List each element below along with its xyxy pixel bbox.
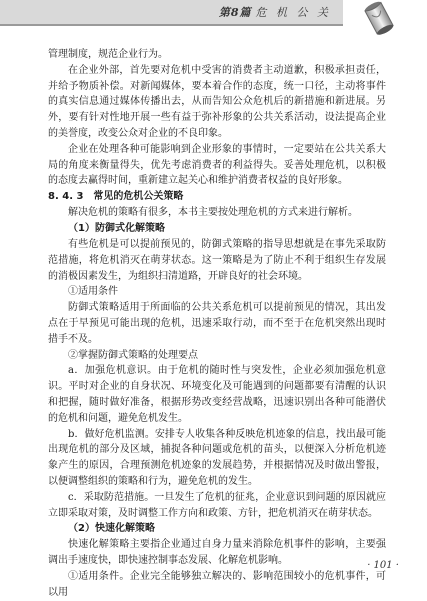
chapter-label: 第8篇 bbox=[218, 6, 252, 19]
paragraph: 解决危机的策略有很多，本书主要按处理危机的方式来进行解析。 bbox=[68, 207, 358, 219]
page-number: · 101 · bbox=[367, 560, 399, 571]
hourglass-bottle-icon bbox=[355, 0, 405, 40]
paragraph: 快速化解策略主要指企业通过自身力量来消除危机事件的影响，主要强调出手速度快，即快速控制事态发展、化解危机影响。 bbox=[48, 539, 386, 567]
paragraph: ②掌握防御式策略的处理要点 bbox=[68, 349, 198, 361]
paragraph: b．做好危机监测。安排专人收集各种反映危机迹象的信息，找出最可能出现危机的部分及区域，捕捉各种问题或危机的苗头，以便深入分析危机迹象产生的原因，合理预测危机迹象的发展趋势，并根据情况及时做出警报，以便调整组织的策略和行为，避免危机的发生。 bbox=[48, 428, 386, 487]
paragraph: 防御式策略适用于所面临的公共关系危机可以提前预见的情况，其出发点在于早预见可能出现的危机，迅速采取行动，而不至于在危机突然出现时措手不及。 bbox=[48, 302, 386, 345]
paragraph: 有些危机是可以提前预见的，防御式策略的指导思想就是在事先采取防范措施，将危机消灭在萌芽状态。这一策略是为了防止不利于组织生存发展的消极因素发生，为组织扫清道路，开辟良好的社会环境。 bbox=[48, 238, 386, 282]
paragraph: ①适用条件 bbox=[68, 286, 118, 298]
header-rule bbox=[0, 24, 343, 26]
body-text bbox=[48, 47, 386, 601]
paragraph: c．采取防范措施。一旦发生了危机的征兆，企业意识到问题的原因就应立即采取对策，及时调整工作方向和政策、方针，把危机消灭在萌芽状态。 bbox=[48, 491, 386, 519]
paragraph: ①适用条件。企业完全能够独立解决的、影响范围较小的危机事件，可以用 bbox=[48, 570, 386, 598]
page-header bbox=[0, 0, 427, 40]
subsection-heading: （1）防御式化解策略 bbox=[68, 222, 165, 234]
paragraph: 管理制度，规范企业行为。 bbox=[48, 49, 168, 60]
running-header bbox=[219, 4, 331, 20]
paragraph: 企业在处理各种可能影响到企业形象的事情时，一定要站在公共关系大局的角度来衡量得失，优先考虑消费者的利益得失。妥善处理危机，以积极的态度去赢得时间，重新建立起关心和维护消费者权益的良好形象。 bbox=[48, 143, 386, 187]
section-heading: 8. 4. 3 常见的危机公关策略 bbox=[48, 191, 184, 203]
chapter-title: 危 机 公 关 bbox=[255, 6, 331, 19]
paragraph: 在企业外部，首先要对危机中受害的消费者主动道歉，积极承担责任，并给予物质补偿。对新闻媒体，要本着合作的态度，统一口径，主动将事件的真实信息通过媒体传播出去，从而告知公众危机后的新措施和新进展。另外，要有针对性地开展一些有益于弥补形象的公共关系活动，设法提高企业的美誉度，改变公众对企业的不良印象。 bbox=[48, 64, 386, 139]
subsection-heading: （2）快速化解策略 bbox=[68, 523, 155, 535]
paragraph: a．加强危机意识。由于危机的随时性与突发性，企业必须加强危机意识。平时对企业的自身状况、环境变化及可能遇到的问题都要有清醒的认识和把握，随时做好准备，根据形势改变经营战略，迅速识别出各种可能潜伏的危机和问题，避免危机发生。 bbox=[48, 365, 386, 424]
